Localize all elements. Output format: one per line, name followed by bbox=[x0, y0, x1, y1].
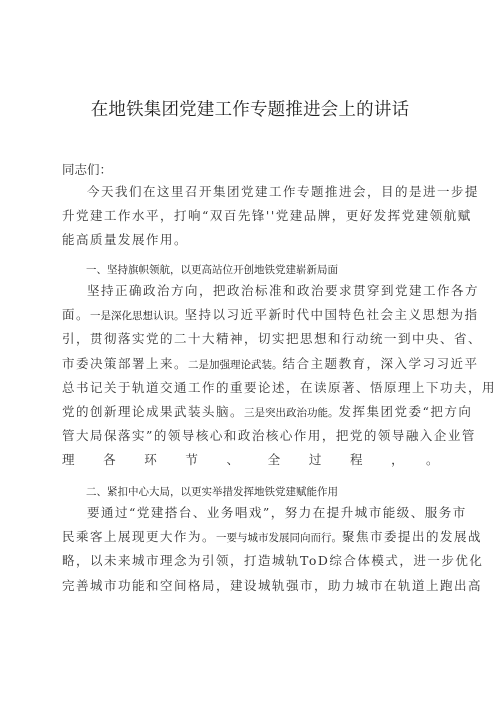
section1-line: 理各环节、全过程，。 bbox=[62, 452, 440, 468]
section1-line bbox=[62, 303, 479, 327]
section1-line: 引，贯彻落实党的二十大精神，切实把思想和行动统一到中央、省、 bbox=[62, 331, 483, 347]
section2-line: 要通过“党建搭台、业务唱戏”，努力在提升城市能级、服务市 bbox=[87, 505, 467, 520]
text-run: 结合主题教育，深入学习习近平 bbox=[282, 355, 479, 371]
intro-paragraph bbox=[62, 180, 480, 253]
text-run: 坚持以习近平新时代中国特色社会主义思想为指 bbox=[184, 307, 479, 323]
bold-run: 一要与城市发展同向而行。 bbox=[216, 532, 343, 545]
text-run: 市委决策部署上来。 bbox=[62, 355, 189, 371]
section2-line: 略，以未来城市理念为引领，打造城轨ToD综合体模式，进一步优化 bbox=[62, 553, 484, 569]
salutation: 同志们： bbox=[62, 162, 113, 177]
intro-line: 今天我们在这里召开集团党建工作专题推进会，目的是进一步提 bbox=[87, 184, 480, 199]
text-run: 聚焦市委提出的发展战 bbox=[342, 529, 483, 545]
bold-run: 三是突出政治功能。 bbox=[244, 406, 339, 419]
text-run: 面。 bbox=[62, 307, 91, 323]
section1-line bbox=[62, 352, 479, 376]
section-heading-1: 一、坚持旗帜领航，以更高站位开创地铁党建崭新局面 bbox=[86, 264, 338, 276]
text-run: 党的创新理论成果武装头脑。 bbox=[62, 403, 245, 419]
section1-line: 管大局保落实”的领导核心和政治核心作用，把党的领导融入企业管 bbox=[62, 428, 476, 444]
bold-run: 二是加强理论武装。 bbox=[188, 358, 283, 371]
section-heading-2: 二、紧扣中心大局，以更实举措发挥地铁党建赋能作用 bbox=[86, 486, 338, 498]
document-title: 在地铁集团党建工作专题推进会上的讲话 bbox=[90, 100, 410, 120]
intro-line: 升党建工作水平，打响“双百先锋''党建品牌，更好发挥党建领航赋 bbox=[62, 208, 472, 224]
section1-line bbox=[62, 400, 473, 424]
section2-line: 完善城市功能和空间格局，建设城轨强市，助力城市在轨道上跑出高 bbox=[62, 577, 483, 593]
section1-line: 坚持正确政治方向，把政治标准和政治要求贯穿到党建工作各方 bbox=[87, 283, 480, 298]
section2-paragraph bbox=[62, 501, 484, 598]
intro-line: 能高质量发展作用。 bbox=[62, 232, 189, 248]
section2-line bbox=[62, 525, 483, 549]
section1-paragraph bbox=[62, 279, 497, 473]
text-run: 民乘客上展现更大作为。 bbox=[62, 529, 217, 545]
bold-run: 一是深化思想认识。 bbox=[90, 310, 185, 323]
section1-line: 总书记关于轨道交通工作的重要论述，在读原著、悟原理上下功夫，用 bbox=[62, 379, 497, 395]
text-run: 发挥集团党委“把方向 bbox=[338, 403, 473, 419]
